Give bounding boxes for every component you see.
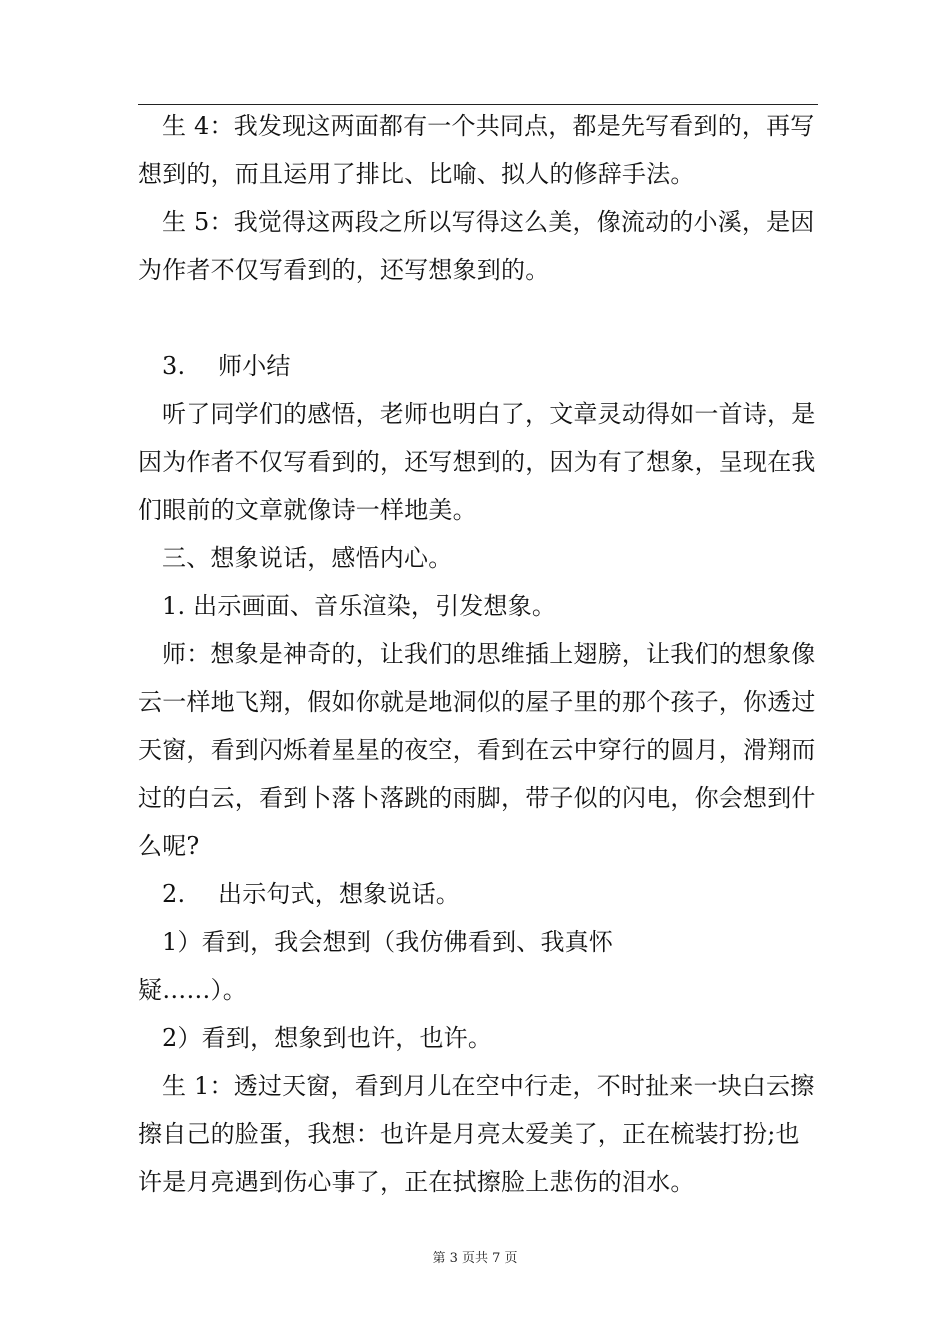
- paragraph-student-1: 生 1：透过天窗，看到月儿在空中行走，不时扯来一块白云擦擦自己的脸蛋，我想：也许是月亮太爱美了，正在梳装打扮;也许是月亮遇到伤心事了，正在拭擦脸上悲伤的泪水。: [138, 1072, 815, 1196]
- heading-number: 2.: [162, 880, 186, 908]
- pattern-1-line-1: 1）看到，我会想到（我仿佛看到、我真怀: [162, 928, 614, 956]
- heading-number: 3.: [162, 352, 186, 380]
- paragraph-step-1: 1. 出示画面、音乐渲染，引发想象。: [162, 592, 557, 620]
- heading-text: 师小结: [218, 352, 291, 380]
- heading-text: 出示句式，想象说话。: [218, 880, 460, 908]
- pattern-1-line-2: 疑……）。: [138, 976, 247, 1004]
- heading-sentence-pattern: [138, 870, 818, 918]
- paragraph-teacher-prompt: 师：想象是神奇的，让我们的思维插上翅膀，让我们的想象像云一样地飞翔，假如你就是地洞似的屋子里的那个孩子，你透过天窗，看到闪烁着星星的夜空，看到在云中穿行的圆月，滑翔而过的白云，看到卜落卜落跳的雨脚，带子似的闪电，你会想到什么呢?: [138, 640, 816, 860]
- section-heading-three: 三、想象说话，感悟内心。: [162, 544, 453, 572]
- page-footer: 第 3 页共 7 页: [432, 1251, 518, 1266]
- paragraph-student-5: 生 5：我觉得这两段之所以写得这么美，像流动的小溪，是因为作者不仅写看到的，还写想象到的。: [138, 208, 815, 284]
- pattern-2: 2）看到，想象到也许，也许。: [162, 1024, 493, 1052]
- document-body: [138, 102, 818, 1206]
- paragraph-student-4: 生 4：我发现这两面都有一个共同点，都是先写看到的，再写想到的，而且运用了排比、比喻、拟人的修辞手法。: [138, 112, 815, 188]
- paragraph-teacher-summary: 听了同学们的感悟，老师也明白了，文章灵动得如一首诗，是因为作者不仅写看到的，还写想到的，因为有了想象，呈现在我们眼前的文章就像诗一样地美。: [138, 400, 816, 524]
- heading-teacher-summary: [138, 342, 818, 390]
